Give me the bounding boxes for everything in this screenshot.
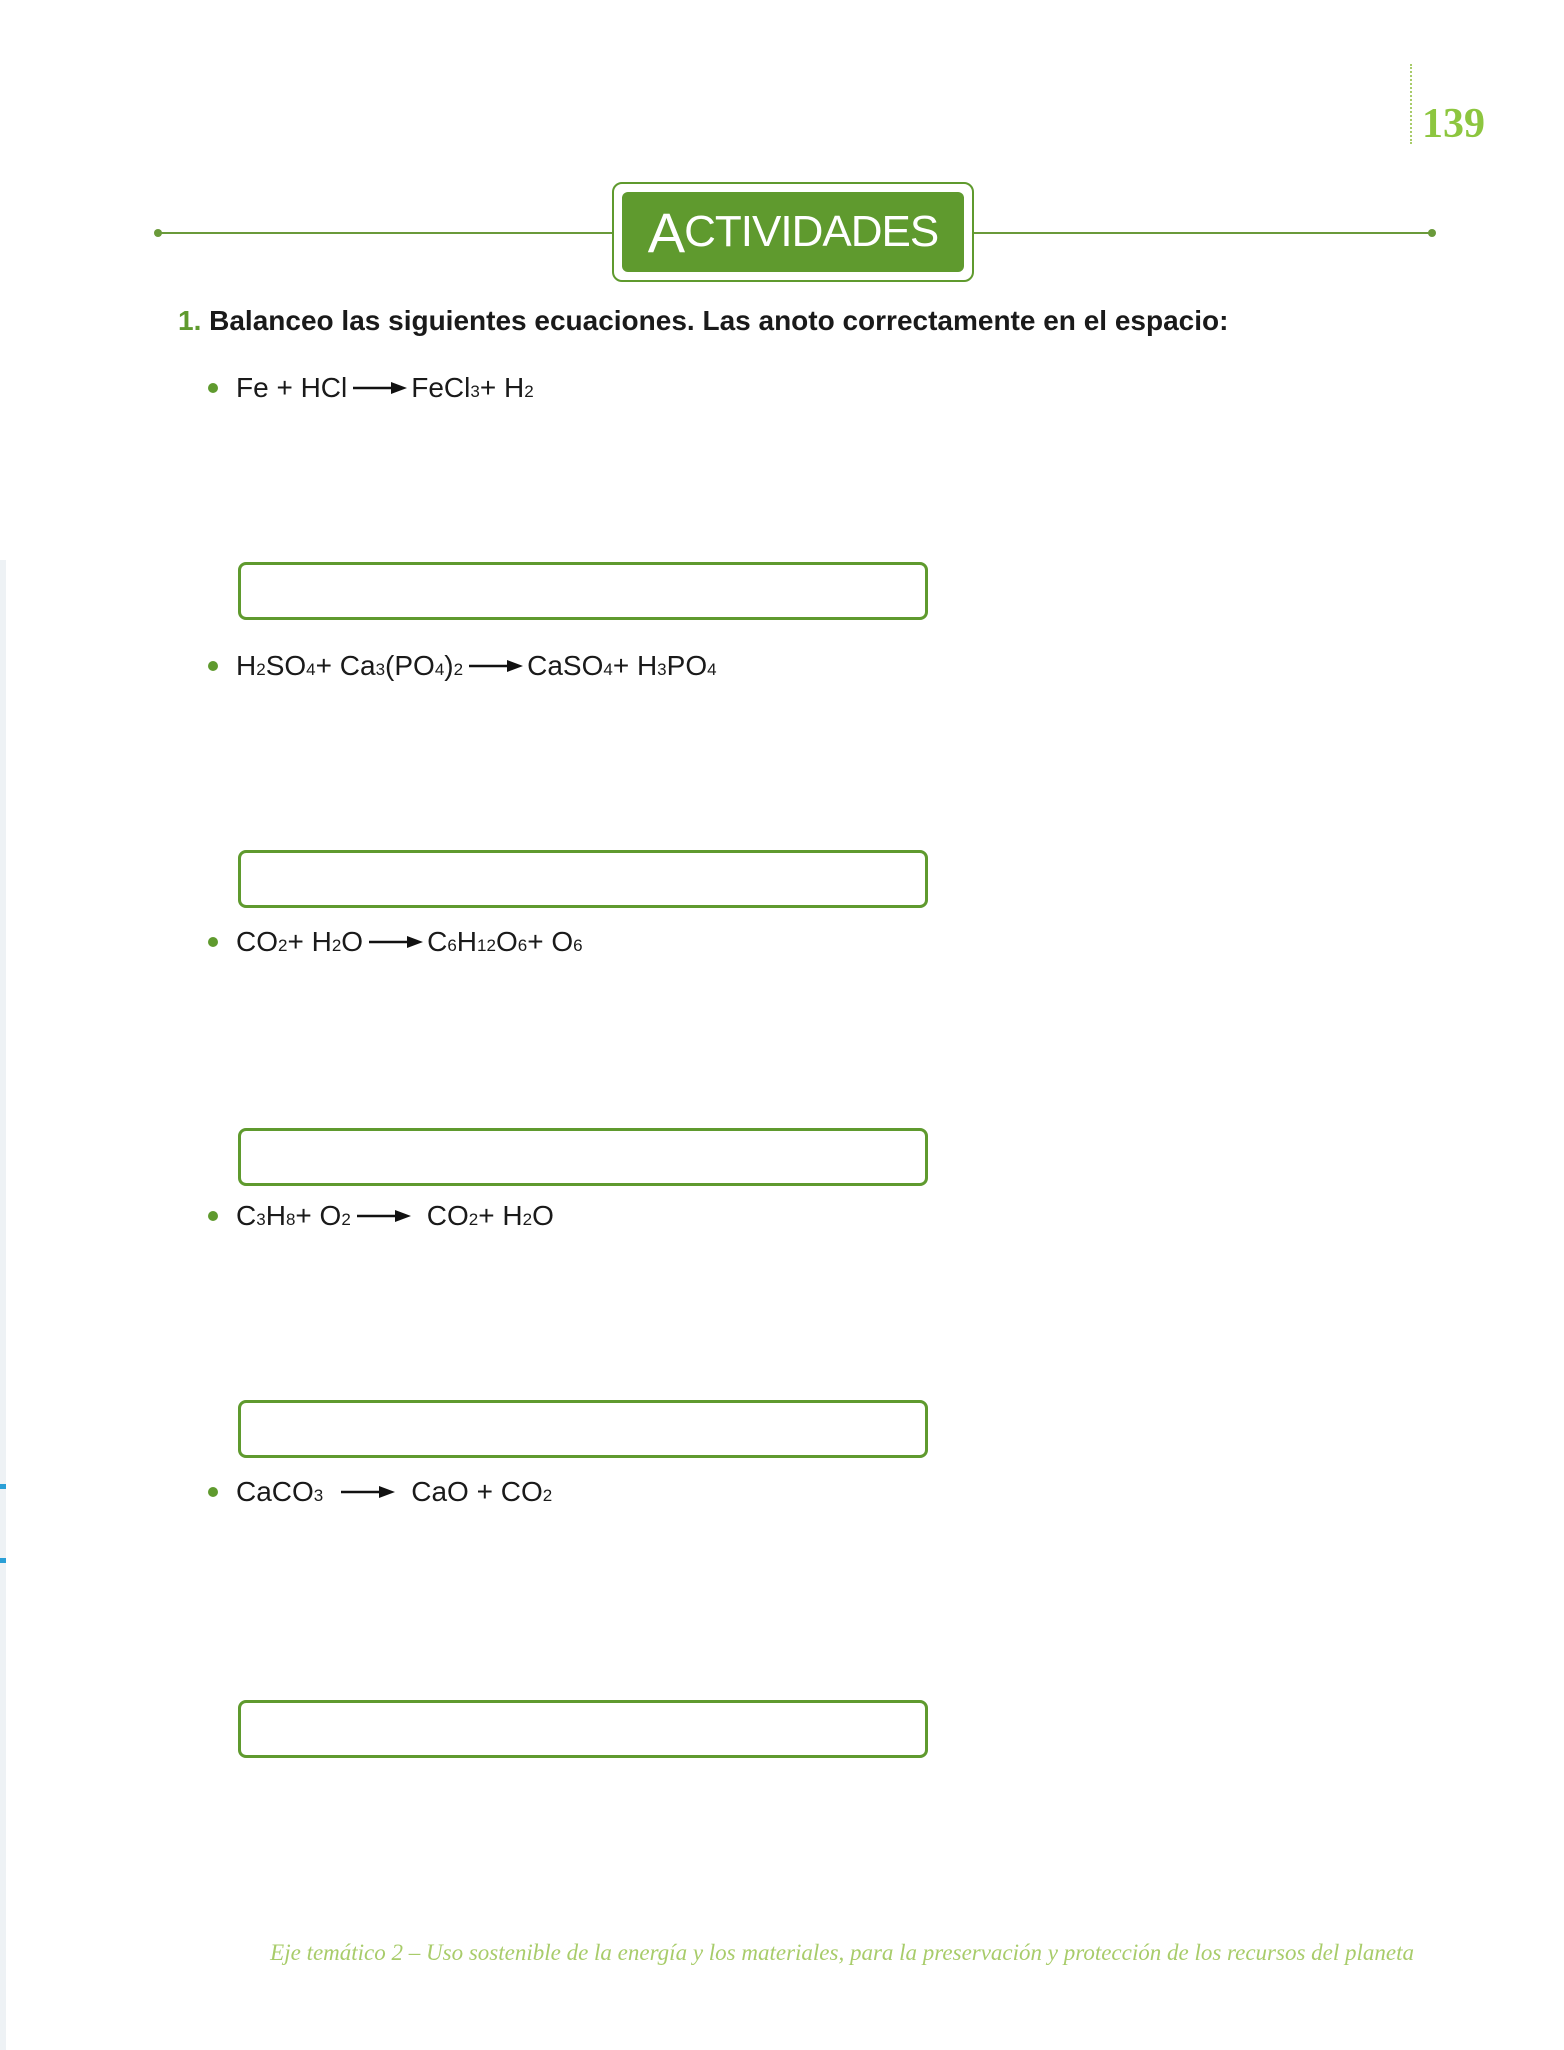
answer-box[interactable]: [238, 1128, 928, 1186]
equation-item: Fe + HCl FeCl 3 + H 2: [208, 372, 534, 404]
equation-text: CaCO: [236, 1476, 314, 1507]
section-title-frame: [612, 182, 974, 282]
section-title-rest: CTIVIDADES: [684, 207, 939, 256]
equation-text: Fe + HCl: [236, 372, 348, 403]
equation-text: O: [495, 926, 518, 957]
equation-text: H: [456, 926, 478, 957]
equation-item: CaCO 3 CaO + CO 2: [208, 1476, 552, 1508]
page-footer: Eje temático 2 – Uso sostenible de la energía y los materiales, para la preservación y protección de los recursos del planeta: [270, 1940, 1414, 1965]
equation-text: C: [427, 926, 448, 957]
equation-text: + O: [295, 1200, 342, 1231]
equation-item: CO 2 + H 2 O C 6 H 12 O 6 + O 6: [208, 926, 583, 958]
reaction-arrow-icon: [355, 1206, 411, 1226]
answer-box[interactable]: [238, 1400, 928, 1458]
bullet-icon: [208, 661, 218, 671]
equation-text: O: [532, 1200, 554, 1231]
bullet-icon: [208, 1211, 218, 1221]
answer-box[interactable]: [238, 1700, 928, 1758]
equation-text: FeCl: [411, 372, 471, 403]
bullet-icon: [208, 383, 218, 393]
equation-text: O: [341, 926, 364, 957]
section-title: [622, 192, 964, 272]
reaction-arrow-icon: [339, 1482, 395, 1502]
header-rule-dot: [1428, 229, 1436, 237]
page-number: 139: [1422, 101, 1485, 147]
activity-instruction: [178, 305, 1228, 337]
equation-item: H 2 SO 4 + Ca 3 (PO 4 ) 2 CaSO 4 + H 3 PO 4: [208, 650, 717, 682]
header-rule-dot: [154, 229, 162, 237]
bullet-icon: [208, 1487, 218, 1497]
reaction-arrow-icon: [367, 932, 423, 952]
equation-text: CO: [236, 926, 278, 957]
answer-box[interactable]: [238, 562, 928, 620]
equation-text: + O: [527, 926, 574, 957]
left-edge-mark: [0, 1558, 6, 1563]
answer-box[interactable]: [238, 850, 928, 908]
equation-text: CaSO: [527, 650, 604, 681]
bullet-icon: [208, 937, 218, 947]
equation-text: H: [236, 650, 257, 681]
equation-text: + H: [287, 926, 332, 957]
activity-instruction-text: Balanceo las siguientes ecuaciones. Las anoto correctamente en el espacio:: [209, 305, 1229, 336]
header-rule-left: [158, 232, 618, 234]
equation-text: + Ca: [315, 650, 376, 681]
equation-text: (PO: [385, 650, 435, 681]
equation-text: CaO + CO: [411, 1476, 543, 1507]
equation-text: SO: [265, 650, 307, 681]
equation-text: C: [236, 1200, 257, 1231]
equation-text: + H: [478, 1200, 523, 1231]
equation-item: C 3 H 8 + O 2 CO 2 + H 2 O: [208, 1200, 554, 1232]
equation-text: CO: [426, 1200, 469, 1231]
equation-text: PO: [666, 650, 708, 681]
equation-text: ): [444, 650, 454, 681]
page-number-rule: [1410, 64, 1412, 144]
equation-text: H: [265, 1200, 286, 1231]
reaction-arrow-icon: [351, 378, 407, 398]
left-edge-strip: [0, 560, 6, 2050]
equation-text: + H: [612, 650, 658, 681]
reaction-arrow-icon: [467, 656, 523, 676]
section-title-initial: A: [647, 200, 685, 264]
header-rule-right: [972, 232, 1432, 234]
left-edge-mark: [0, 1484, 6, 1489]
equation-text: + H: [479, 372, 525, 403]
activity-number: 1.: [178, 305, 202, 336]
